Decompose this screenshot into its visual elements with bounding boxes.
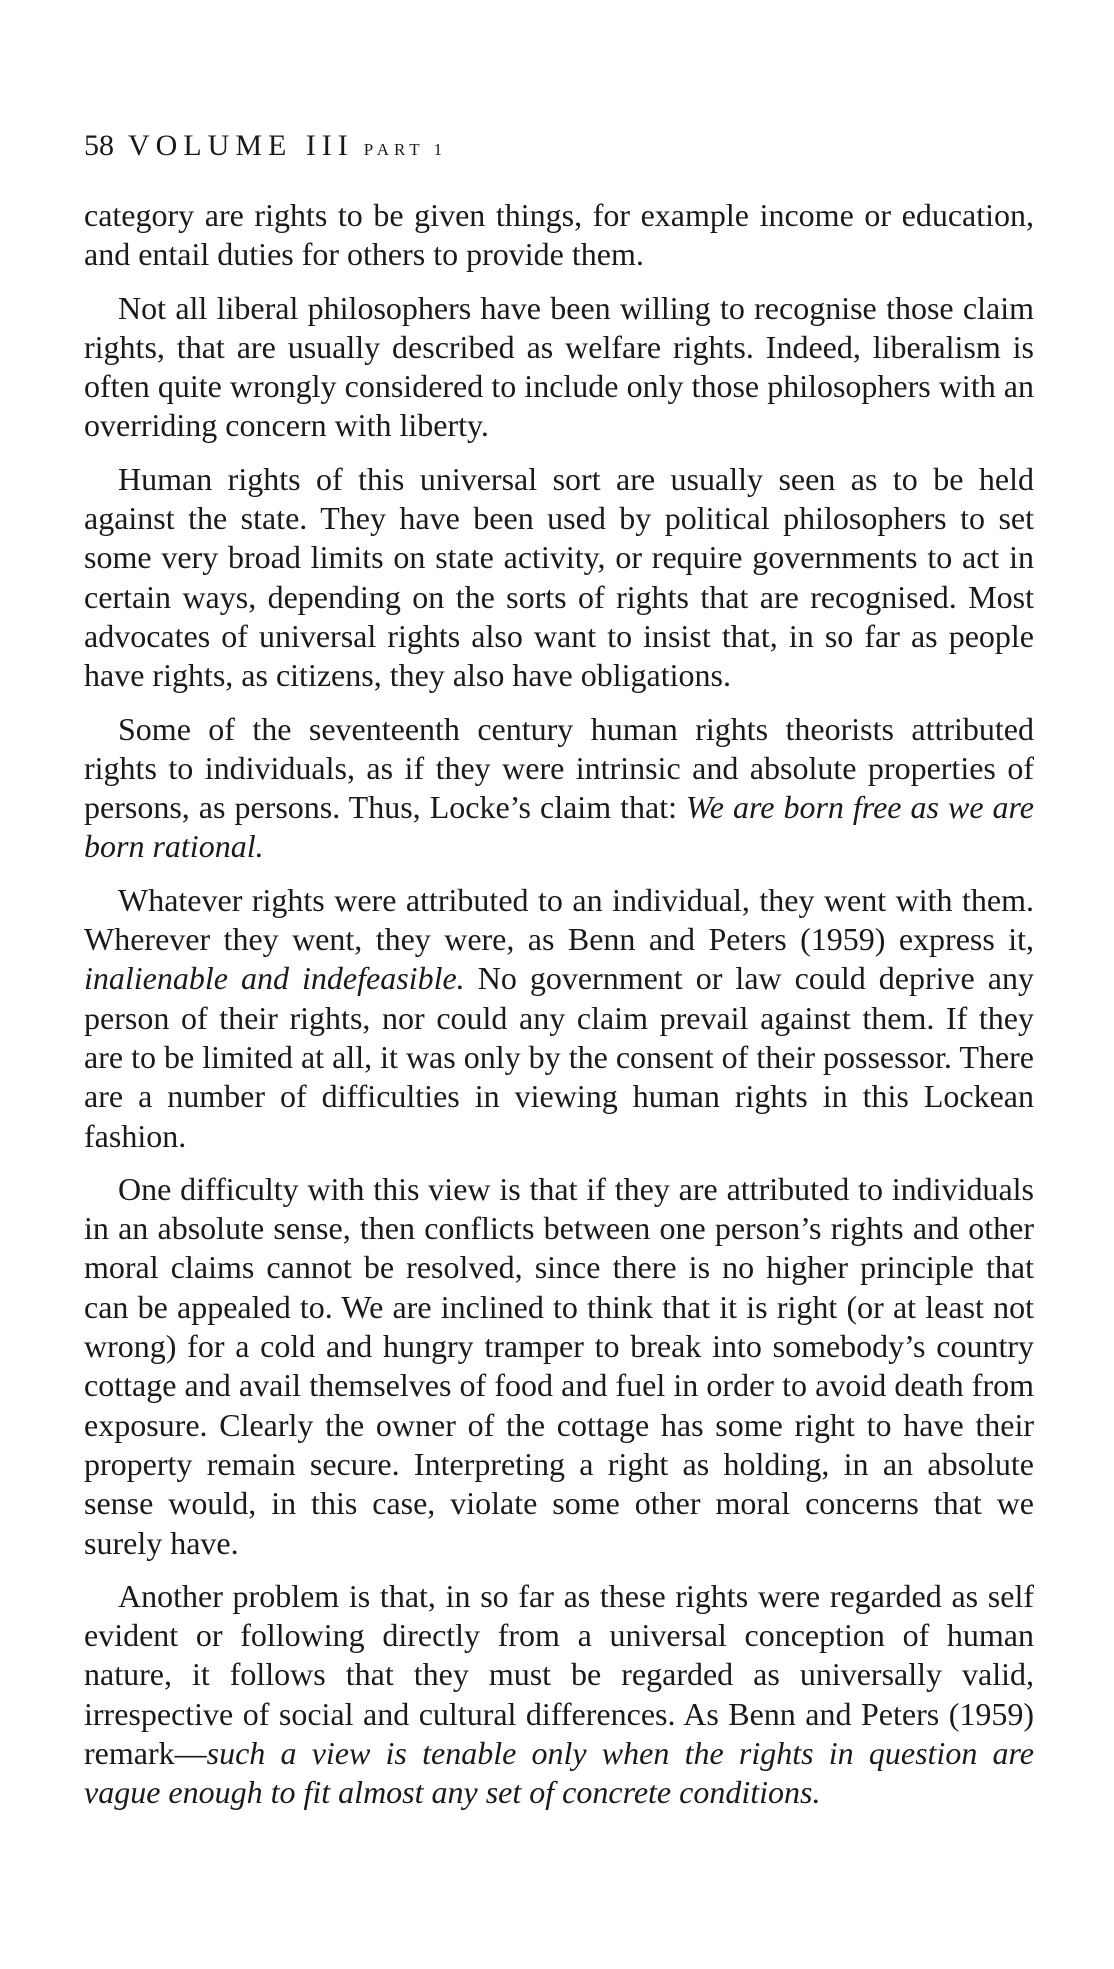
part-label: PART 1 xyxy=(363,140,448,159)
paragraph-seventeenth-century: Some of the seventeenth century human rights theorists attributed rights to individuals, as if they were intrinsic and absolute properties of persons, as persons. Thus, Locke’s claim that: We are born free as we are born rational. xyxy=(84,710,1035,865)
inalienable-phrase: inalienable and indefeasible. xyxy=(84,960,465,997)
volume-label: VOLUME III xyxy=(128,129,354,162)
paragraph-another-problem: Another problem is that, in so far as these rights were regarded as self evident or following directly from a universal conception of human nature, it follows that they must be regarded as universally valid, irrespective of social and cultural differences. As Benn and Peters (1959) remark—such a view is tenable only when the rights in question are vague enough to fit almost any set of concrete conditions. xyxy=(84,1577,1034,1811)
paragraph-liberal-philosophers: Not all liberal philosophers have been willing to recognise those claim rights, that are usually described as welfare rights. Indeed, liberalism is often quite wrongly considered to include only those philosophers with an overriding concern with liberty. xyxy=(84,289,1034,444)
running-head xyxy=(84,126,447,170)
paragraph-continuation: category are rights to be given things, for example income or education, and entail duties for others to provide them. xyxy=(84,197,1034,273)
page-number: 58 xyxy=(84,129,114,162)
paragraph-human-rights-state: Human rights of this universal sort are usually seen as to be held against the state. They have been used by political philosophers to set some very broad limits on state activity, or require governments to act in certain ways, depending on the sorts of rights that are recognised. Most advocates of universal rights also want to insist that, in so far as people have rights, as citizens, they also have obligations. xyxy=(84,460,1034,694)
locke-quote: We are born free as we are born rational. xyxy=(84,789,1035,865)
paragraph-one-difficulty: One difficulty with this view is that if they are attributed to individuals in an absolute sense, then conflicts between one person’s rights and other moral claims cannot be resolved, since there is no higher principle that can be appealed to. We are inclined to think that it is right (or at least not wrong) for a cold and hungry tramper to break into somebody’s country cottage and avail themselves of food and fuel in order to avoid death from exposure. Clearly the owner of the cottage has some right to have their property remain secure. Interpreting a right as holding, in an absolute sense would, in this case, violate some other moral concerns that we surely have. xyxy=(84,1170,1034,1561)
paragraph-whatever-rights: Whatever rights were attributed to an individual, they went with them. Wherever they went, they were, as Benn and Peters (1959) express it, inalienable and indefeasible. No government or law could deprive any person of their rights, nor could any claim prevail against them. If they are to be limited at all, it was only by the consent of their possessor. There are a number of difficulties in viewing human rights in this Lockean fashion. xyxy=(84,881,1035,1154)
benn-peters-quote: such a view is tenable only when the rights in question are vague enough to fit almost any set of concrete conditions. xyxy=(84,1734,1034,1811)
body-text xyxy=(84,196,1034,1813)
